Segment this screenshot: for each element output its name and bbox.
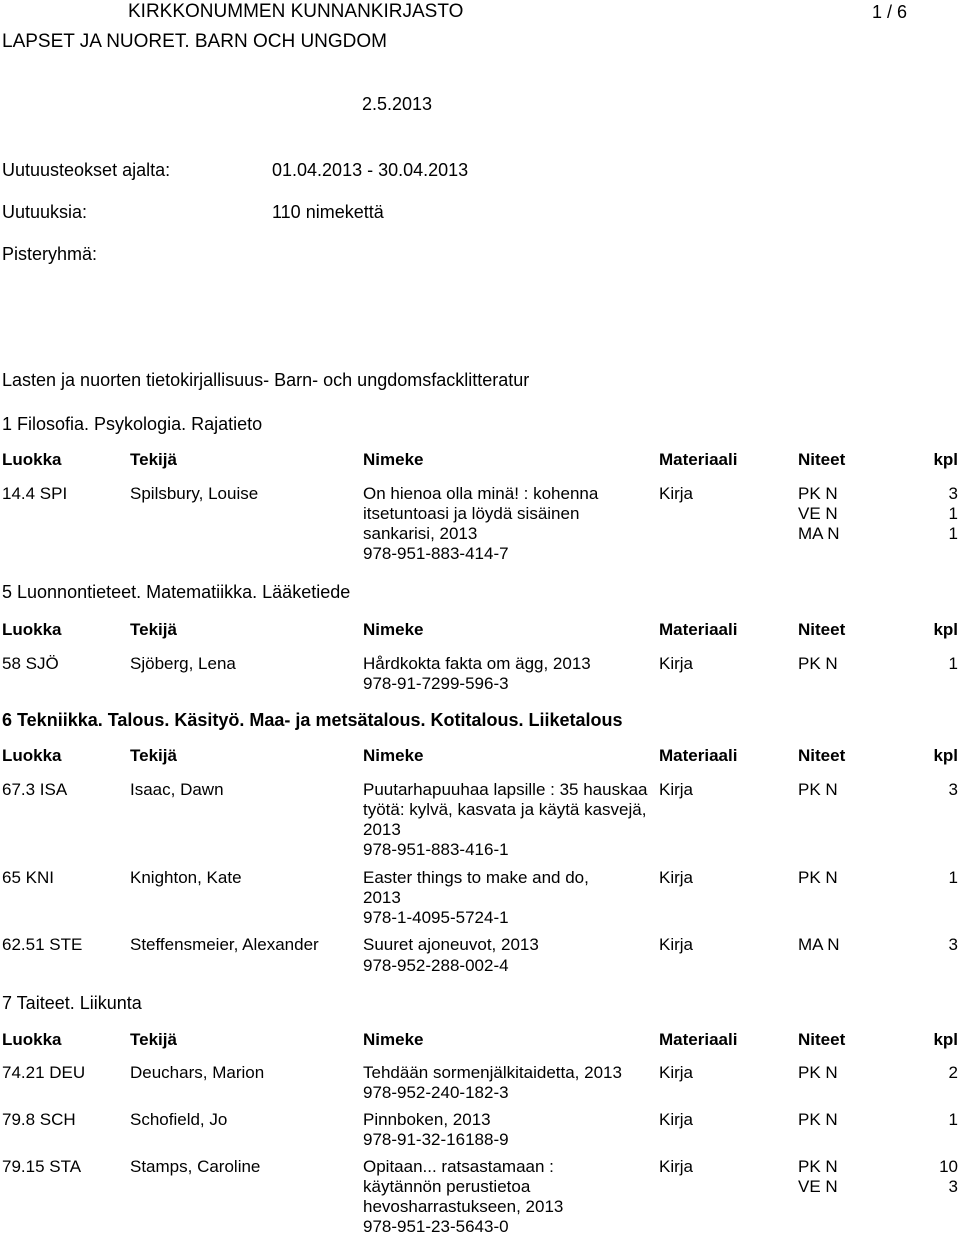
col-kpl: kpl: [933, 450, 958, 469]
col-luokka: Luokka: [2, 620, 62, 639]
kpl-item: 10: [939, 1157, 958, 1176]
row-materiaali: Kirja: [659, 1110, 694, 1129]
row-luokka: 79.15 STA: [2, 1157, 82, 1176]
row-niteet: PK N: [798, 1110, 838, 1129]
group-label: Pisteryhmä:: [2, 244, 98, 264]
row-tekija: Sjöberg, Lena: [130, 654, 236, 673]
row-isbn: 978-951-883-414-7: [363, 544, 509, 563]
row-niteet: PK N: [798, 1063, 838, 1082]
row-kpl: [949, 484, 958, 544]
row-kpl: [939, 1157, 958, 1197]
col-materiaali: Materiaali: [659, 450, 738, 469]
department-title: LAPSET JA NUORET. BARN OCH UNGDOM: [2, 31, 387, 52]
row-title: Opitaan... ratsastamaan : käytännön perustietoa hevosharrastukseen, 2013: [363, 1157, 564, 1216]
niteet-item: PK N: [798, 1157, 838, 1176]
page-number: 1 / 6: [872, 2, 908, 22]
row-materiaali: Kirja: [659, 484, 694, 503]
row-kpl: 3: [948, 780, 958, 799]
col-kpl: kpl: [933, 746, 958, 765]
row-luokka: 58 SJÖ: [2, 654, 59, 673]
row-tekija: Deuchars, Marion: [130, 1063, 265, 1082]
col-tekija: Tekijä: [130, 1030, 177, 1049]
row-niteet: [798, 484, 840, 544]
period-label: Uutuusteokset ajalta:: [2, 160, 171, 180]
kpl-item: 1: [948, 504, 958, 523]
row-tekija: Stamps, Caroline: [130, 1157, 261, 1176]
row-niteet: PK N: [798, 868, 838, 887]
col-materiaali: Materiaali: [659, 1030, 738, 1049]
row-kpl: 3: [948, 935, 958, 954]
col-luokka: Luokka: [2, 746, 62, 765]
row-isbn: 978-91-7299-596-3: [363, 674, 509, 693]
row-materiaali: Kirja: [659, 1063, 694, 1082]
section-title: 6 Tekniikka. Talous. Käsityö. Maa- ja metsätalous. Kotitalous. Liiketalous: [2, 710, 623, 730]
row-niteet: [798, 1157, 838, 1197]
col-niteet: Niteet: [798, 620, 846, 639]
section-title: 1 Filosofia. Psykologia. Rajatieto: [2, 414, 263, 434]
col-tekija: Tekijä: [130, 746, 177, 765]
col-kpl: kpl: [933, 620, 958, 639]
row-luokka: 74.21 DEU: [2, 1063, 86, 1082]
row-materiaali: Kirja: [659, 780, 694, 799]
row-isbn: 978-952-288-002-4: [363, 956, 509, 975]
col-niteet: Niteet: [798, 746, 846, 765]
row-niteet: PK N: [798, 780, 838, 799]
niteet-item: MA N: [798, 524, 840, 543]
row-kpl: 1: [948, 868, 958, 887]
row-niteet: PK N: [798, 654, 838, 673]
row-title: Puutarhapuuhaa lapsille : 35 hauskaa työtä: kylvä, kasvata ja käytä kasvejä, 2013: [363, 780, 648, 839]
row-tekija: Knighton, Kate: [130, 868, 242, 887]
col-niteet: Niteet: [798, 450, 846, 469]
period-value: 01.04.2013 - 30.04.2013: [272, 160, 469, 180]
niteet-item: PK N: [798, 484, 838, 503]
row-luokka: 67.3 ISA: [2, 780, 68, 799]
row-materiaali: Kirja: [659, 1157, 694, 1176]
col-nimeke: Nimeke: [363, 1030, 424, 1049]
col-nimeke: Nimeke: [363, 620, 424, 639]
row-niteet: MA N: [798, 935, 840, 954]
col-nimeke: Nimeke: [363, 746, 424, 765]
row-title: Pinnboken, 2013: [363, 1110, 491, 1129]
section-title: 5 Luonnontieteet. Matematiikka. Lääketiede: [2, 582, 351, 602]
row-isbn: 978-951-883-416-1: [363, 840, 509, 859]
niteet-item: VE N: [798, 1177, 838, 1196]
kpl-item: 3: [948, 1177, 958, 1196]
col-materiaali: Materiaali: [659, 746, 738, 765]
col-materiaali: Materiaali: [659, 620, 738, 639]
count-label: Uutuuksia:: [2, 202, 88, 222]
col-luokka: Luokka: [2, 450, 62, 469]
col-tekija: Tekijä: [130, 450, 177, 469]
kpl-item: 1: [948, 524, 958, 543]
niteet-item: VE N: [798, 504, 838, 523]
count-value: 110 nimekettä: [272, 202, 384, 222]
row-isbn: 978-1-4095-5724-1: [363, 908, 509, 927]
col-luokka: Luokka: [2, 1030, 62, 1049]
row-tekija: Spilsbury, Louise: [130, 484, 259, 503]
row-isbn: 978-951-23-5643-0: [363, 1217, 509, 1236]
row-materiaali: Kirja: [659, 868, 694, 887]
row-luokka: 14.4 SPI: [2, 484, 68, 503]
col-tekija: Tekijä: [130, 620, 177, 639]
col-kpl: kpl: [933, 1030, 958, 1049]
row-title: On hienoa olla minä! : kohenna itsetuntoasi ja löydä sisäinen sankarisi, 2013: [363, 484, 599, 543]
row-kpl: 2: [948, 1063, 958, 1082]
row-materiaali: Kirja: [659, 654, 694, 673]
col-nimeke: Nimeke: [363, 450, 424, 469]
row-isbn: 978-91-32-16188-9: [363, 1130, 509, 1149]
row-luokka: 79.8 SCH: [2, 1110, 76, 1129]
row-kpl: 1: [948, 1110, 958, 1129]
col-niteet: Niteet: [798, 1030, 846, 1049]
row-isbn: 978-952-240-182-3: [363, 1083, 509, 1102]
row-luokka: 62.51 STE: [2, 935, 83, 954]
row-tekija: Steffensmeier, Alexander: [130, 935, 319, 954]
row-kpl: 1: [948, 654, 958, 673]
kpl-item: 3: [948, 484, 958, 503]
row-tekija: Schofield, Jo: [130, 1110, 228, 1129]
report-heading: Lasten ja nuorten tietokirjallisuus- Barn- och ungdomsfacklitteratur: [2, 370, 530, 390]
row-title: Hårdkokta fakta om ägg, 2013: [363, 654, 591, 673]
row-title: Tehdään sormenjälkitaidetta, 2013: [363, 1063, 622, 1082]
row-luokka: 65 KNI: [2, 868, 54, 887]
library-name: KIRKKONUMMEN KUNNANKIRJASTO: [128, 1, 464, 22]
report-date: 2.5.2013: [362, 94, 433, 114]
row-materiaali: Kirja: [659, 935, 694, 954]
row-title: Easter things to make and do, 2013: [363, 868, 589, 907]
row-tekija: Isaac, Dawn: [130, 780, 224, 799]
section-title: 7 Taiteet. Liikunta: [2, 993, 142, 1013]
row-title: Suuret ajoneuvot, 2013: [363, 935, 539, 954]
